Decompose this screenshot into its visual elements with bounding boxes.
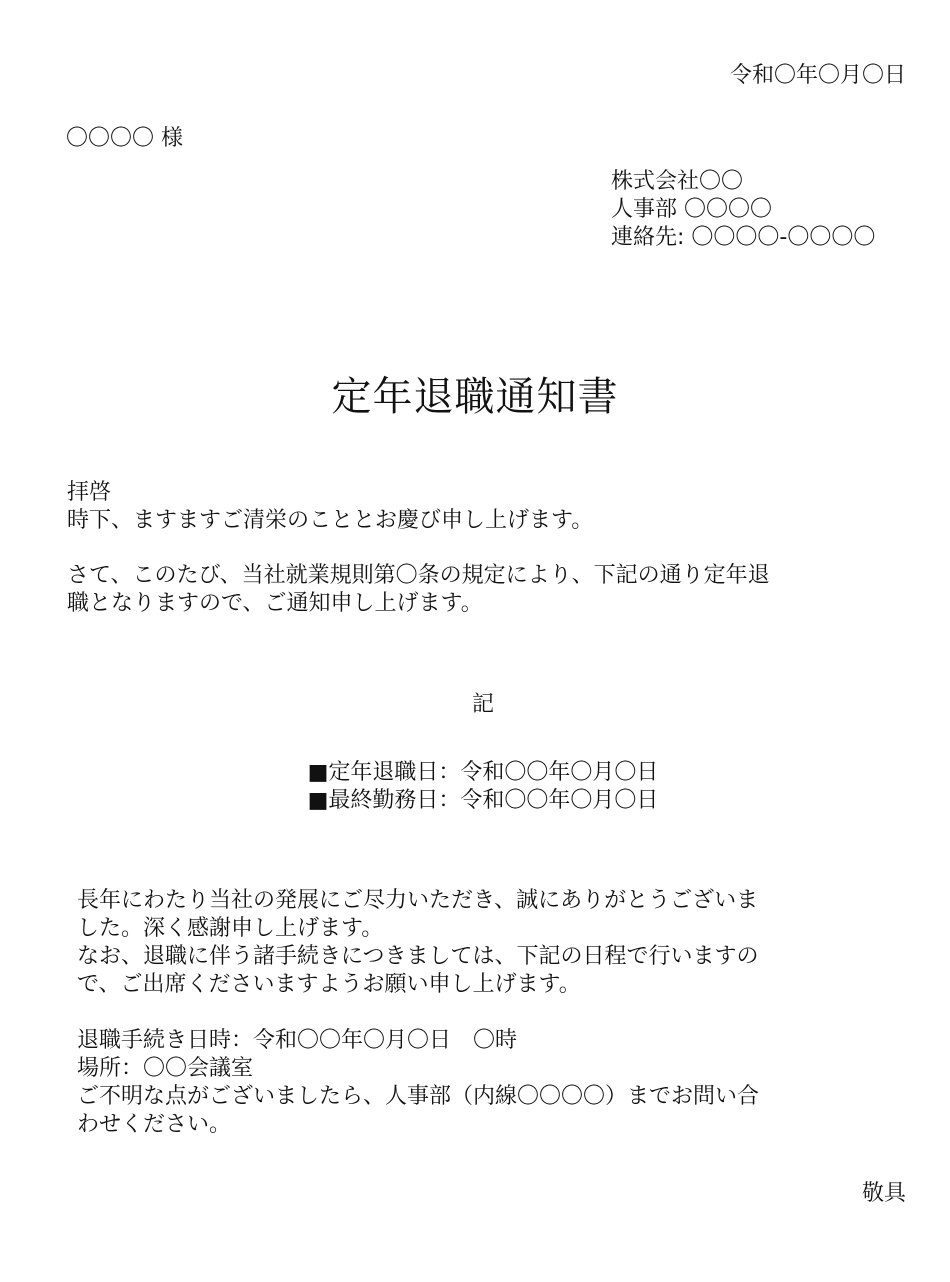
greeting-open: 拝啓 [67, 480, 112, 505]
thanks-paragraph [77, 887, 759, 999]
procedure-line: で、ご出席くださいますようお願い申し上げます。 [77, 972, 581, 997]
document-title: 定年退職通知書 [331, 374, 619, 420]
retirement-date-item: ■定年退職日：令和〇〇年〇月〇日 [307, 760, 659, 785]
notice-paragraph [67, 562, 770, 618]
recipient-name: 〇〇〇〇 様 [66, 126, 183, 151]
inquiry-line: ご不明な点がございましたら、人事部（内線〇〇〇〇）までお問い合 [77, 1084, 760, 1109]
closing-word: 敬具 [861, 1181, 906, 1206]
sender-department: 人事部 〇〇〇〇 [611, 197, 772, 222]
greeting-line: 時下、ますますご清栄のこととお慶び申し上げます。 [67, 508, 594, 533]
procedure-datetime: 退職手続き日時：令和〇〇年〇月〇日 〇時 [77, 1028, 518, 1053]
procedure-location: 場所：〇〇会議室 [77, 1056, 254, 1081]
schedule-block [77, 1027, 759, 1139]
thanks-line: 長年にわたり当社の発展にご尽力いただき、誠にありがとうございま [77, 888, 759, 913]
inquiry-line: わせください。 [77, 1112, 232, 1137]
sender-company: 株式会社〇〇 [611, 169, 744, 194]
ki-heading: 記 [471, 692, 494, 717]
retirement-items [0, 759, 950, 815]
greeting-block [67, 479, 593, 535]
notice-line: 職となりますので、ご通知申し上げます。 [67, 591, 483, 616]
notice-line: さて、このたび、当社就業規則第〇条の規定により、下記の通り定年退 [67, 563, 770, 588]
last-workday-item: ■最終勤務日：令和〇〇年〇月〇日 [307, 788, 659, 813]
sender-block [611, 168, 875, 252]
sender-contact: 連絡先: 〇〇〇〇-〇〇〇〇 [611, 225, 876, 250]
document-date: 令和〇年〇月〇日 [729, 63, 906, 88]
thanks-line: した。深く感謝申し上げます。 [77, 916, 384, 941]
procedure-line: なお、退職に伴う諸手続きにつきましては、下記の日程で行いますの [77, 944, 759, 969]
